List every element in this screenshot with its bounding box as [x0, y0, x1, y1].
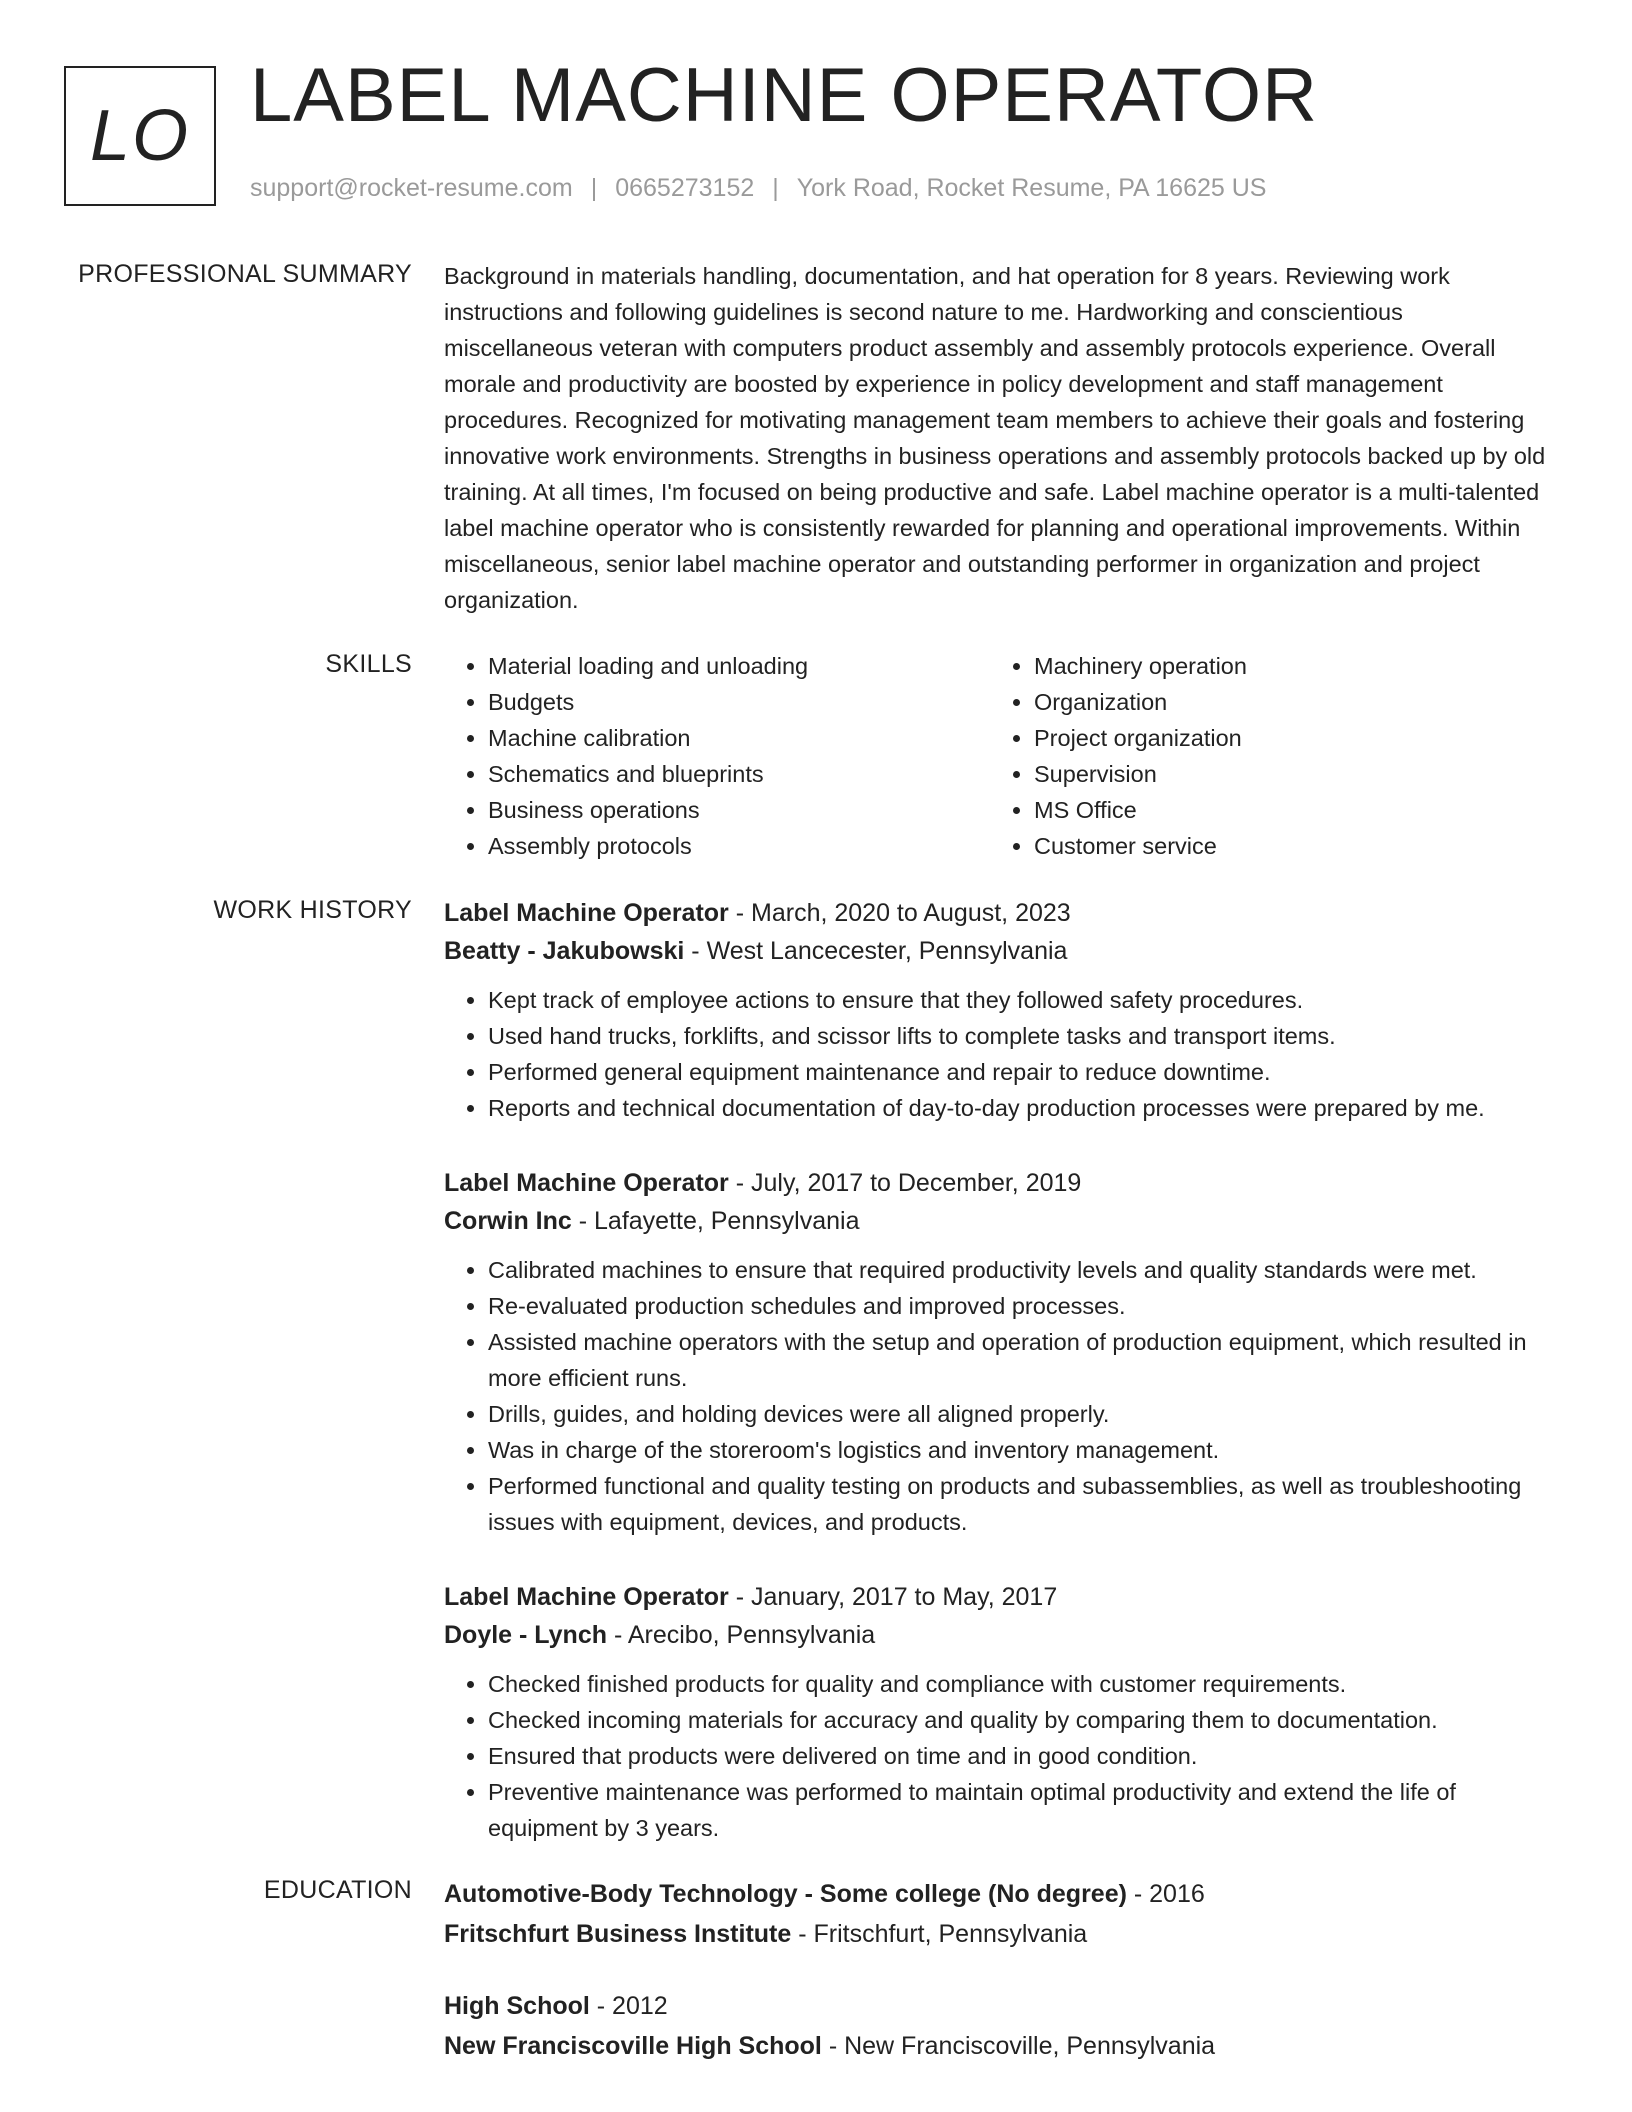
skills-body: [444, 648, 1554, 864]
school-name: New Franciscoville High School: [444, 2032, 822, 2060]
phone-text[interactable]: 0665273152: [615, 174, 755, 202]
job-bullets: [444, 1252, 1554, 1540]
job-location: - West Lancecester, Pennsylvania: [684, 937, 1068, 965]
skills-list-right: [990, 648, 1536, 864]
education-body: [444, 1874, 1554, 2098]
job-dates: - January, 2017 to May, 2017: [728, 1583, 1058, 1611]
section-label-skills: SKILLS: [325, 650, 412, 678]
skill-item: • Material loading and unloading: [488, 648, 990, 684]
job-title-line: [444, 1578, 1554, 1616]
skill-item: • MS Office: [1034, 792, 1536, 828]
summary-body: [444, 258, 1554, 618]
job-bullet: • Reports and technical documentation of day-to-day production processes were prepared by me.: [488, 1090, 1554, 1126]
job-bullet: • Kept track of employee actions to ensure that they followed safety procedures.: [488, 982, 1554, 1018]
job-bullet: • Preventive maintenance was performed to maintain optimal productivity and extend the life of equipment by 3 years.: [488, 1774, 1554, 1846]
job-bullets: [444, 982, 1554, 1126]
job-location: - Lafayette, Pennsylvania: [571, 1207, 860, 1235]
degree-year: - 2016: [1126, 1880, 1205, 1908]
skill-item: • Supervision: [1034, 756, 1536, 792]
skill-item: • Customer service: [1034, 828, 1536, 864]
degree-line: [444, 1986, 1554, 2026]
school-location: - New Franciscoville, Pennsylvania: [821, 2032, 1216, 2060]
section-label-summary: PROFESSIONAL SUMMARY: [78, 260, 412, 288]
address-text: York Road, Rocket Resume, PA 16625 US: [796, 174, 1267, 202]
job-title: Label Machine Operator: [444, 1169, 729, 1197]
job-location: - Arecibo, Pennsylvania: [607, 1621, 876, 1649]
job-company: Doyle - Lynch: [444, 1621, 607, 1649]
school-location: - Fritschfurt, Pennsylvania: [791, 1920, 1088, 1948]
job-dates: - March, 2020 to August, 2023: [728, 899, 1071, 927]
job-title: Label Machine Operator: [444, 899, 729, 927]
job-bullet: • Performed functional and quality testing on products and subassemblies, as well as troubleshooting issues with equipment, devices, and products.: [488, 1468, 1554, 1540]
job-bullet: • Drills, guides, and holding devices were all aligned properly.: [488, 1396, 1554, 1432]
job-company-line: [444, 1202, 1554, 1240]
job-entry: [444, 894, 1554, 1126]
section-label-education: EDUCATION: [263, 1876, 412, 1904]
job-entry: [444, 1164, 1554, 1540]
work-history-body: [444, 894, 1554, 1884]
degree-line: [444, 1874, 1554, 1914]
job-company-line: [444, 932, 1554, 970]
education-entry: [444, 1874, 1554, 1954]
job-bullets: [444, 1666, 1554, 1846]
school-line: [444, 1914, 1554, 1954]
skill-item: • Schematics and blueprints: [488, 756, 990, 792]
contact-line: [250, 174, 1266, 203]
skill-item: • Assembly protocols: [488, 828, 990, 864]
skill-item: • Machinery operation: [1034, 648, 1536, 684]
job-bullet: • Checked finished products for quality and compliance with customer requirements.: [488, 1666, 1554, 1702]
job-dates: - July, 2017 to December, 2019: [728, 1169, 1082, 1197]
skill-item: • Machine calibration: [488, 720, 990, 756]
degree-name: High School: [444, 1992, 590, 2020]
section-label-work: WORK HISTORY: [213, 896, 412, 924]
skill-item: • Business operations: [488, 792, 990, 828]
skill-item: • Project organization: [1034, 720, 1536, 756]
page-title: LABEL MACHINE OPERATOR: [250, 53, 1318, 138]
job-bullet: • Re-evaluated production schedules and improved processes.: [488, 1288, 1554, 1324]
school-name: Fritschfurt Business Institute: [444, 1920, 792, 1948]
job-title: Label Machine Operator: [444, 1583, 729, 1611]
job-company-line: [444, 1616, 1554, 1654]
job-bullet: • Used hand trucks, forklifts, and scissor lifts to complete tasks and transport items.: [488, 1018, 1554, 1054]
summary-text: Background in materials handling, documentation, and hat operation for 8 years. Reviewing work instructions and following guidelines is second nature to me. Hardworking and conscientious miscellaneous veteran with computers product assembly and assembly protocols experience. Overall morale and productivity are boosted by experience in policy development and staff management procedures. Recognized for motivating management team members to achieve their goals and fostering innovative work environments. Strengths in business operations and assembly protocols backed up by old training. At all times, I'm focused on being productive and safe. Label machine operator is a multi-talented label machine operator who is consistently rewarded for planning and operational improvements. Within miscellaneous, senior label machine operator and outstanding performer in organization and project organization.: [444, 263, 1546, 613]
school-line: [444, 2026, 1554, 2066]
separator: |: [772, 174, 779, 202]
job-bullet: • Was in charge of the storeroom's logistics and inventory management.: [488, 1432, 1554, 1468]
degree-name: Automotive-Body Technology - Some college (No degree): [444, 1880, 1127, 1908]
monogram-logo: LO: [64, 66, 216, 206]
education-entry: [444, 1986, 1554, 2066]
job-entry: [444, 1578, 1554, 1846]
separator: |: [590, 174, 598, 202]
skill-item: • Organization: [1034, 684, 1536, 720]
degree-year: - 2012: [589, 1992, 668, 2020]
skills-list-left: [444, 648, 990, 864]
job-title-line: [444, 894, 1554, 932]
job-bullet: • Performed general equipment maintenance and repair to reduce downtime.: [488, 1054, 1554, 1090]
job-bullet: • Ensured that products were delivered on time and in good condition.: [488, 1738, 1554, 1774]
job-bullet: • Checked incoming materials for accuracy and quality by comparing them to documentation.: [488, 1702, 1554, 1738]
job-bullet: • Assisted machine operators with the setup and operation of production equipment, which resulted in more efficient runs.: [488, 1324, 1554, 1396]
skill-item: • Budgets: [488, 684, 990, 720]
job-company: Corwin Inc: [444, 1207, 572, 1235]
job-company: Beatty - Jakubowski: [444, 937, 685, 965]
job-bullet: • Calibrated machines to ensure that required productivity levels and quality standards were met.: [488, 1252, 1554, 1288]
email-text[interactable]: support@rocket-resume.com: [250, 174, 573, 202]
job-title-line: [444, 1164, 1554, 1202]
